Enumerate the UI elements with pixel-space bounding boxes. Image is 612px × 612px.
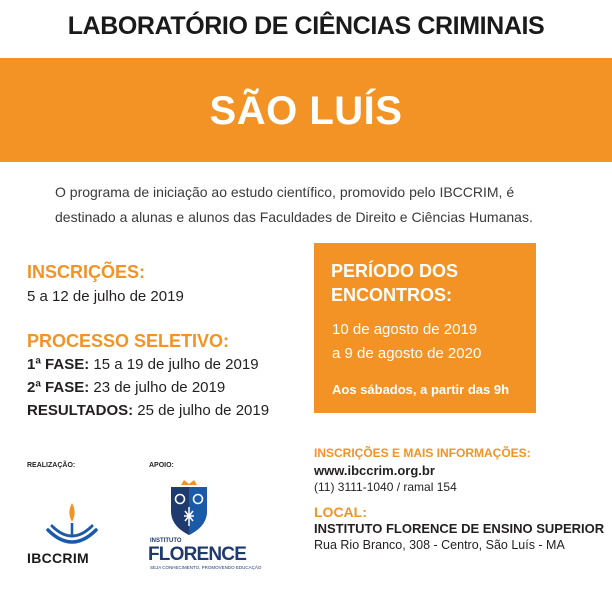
processo-item: [27, 356, 259, 373]
contato-heading: INSCRIÇÕES E MAIS INFORMAÇÕES:: [314, 446, 531, 460]
periodo-title: [331, 259, 531, 307]
processo-item-value: 23 de julho de 2019: [89, 379, 226, 396]
periodo-dates: [332, 318, 532, 366]
florence-name: FLORENCE: [148, 544, 247, 565]
intro-text: [55, 180, 575, 230]
intro-line-1: O programa de iniciação ao estudo científico, promovido pelo IBCCRIM, é: [55, 184, 515, 200]
realizacao-label: REALIZAÇÃO:: [27, 462, 76, 469]
apoio-label: APOIO:: [149, 462, 174, 469]
page-title: LABORATÓRIO DE CIÊNCIAS CRIMINAIS: [67, 12, 545, 40]
ibccrim-name: IBCCRIM: [27, 550, 89, 566]
banner-city: SÃO LUÍS: [209, 89, 403, 133]
local-address: Rua Rio Branco, 308 - Centro, São Luís - MA: [314, 538, 565, 552]
local-name: INSTITUTO FLORENCE DE ENSINO SUPERIOR: [314, 521, 605, 536]
processo-item: [27, 402, 269, 419]
periodo-note: Aos sábados, a partir das 9h: [332, 382, 510, 397]
periodo-date-line-2: a 9 de agosto de 2020: [332, 345, 482, 362]
contato-phone: (11) 3111-1040 / ramal 154: [314, 480, 457, 494]
inscricoes-heading: INSCRIÇÕES:: [27, 262, 146, 282]
periodo-date-line-1: 10 de agosto de 2019: [332, 321, 478, 338]
florence-small: INSTITUTO: [150, 538, 182, 544]
processo-heading: PROCESSO SELETIVO:: [27, 331, 230, 351]
processo-item-value: 15 a 19 de julho de 2019: [89, 356, 259, 373]
processo-item: [27, 379, 225, 396]
florence-shield-icon: [168, 478, 210, 536]
inscricoes-dates: 5 a 12 de julho de 2019: [27, 288, 184, 305]
processo-item-label: 2ª FASE:: [27, 379, 90, 396]
processo-item-value: 25 de julho de 2019: [133, 402, 270, 419]
intro-line-2: destinado a alunas e alunos das Faculdades de Direito e Ciências Humanas.: [55, 209, 533, 225]
processo-item-label: 1ª FASE:: [27, 356, 90, 373]
local-heading: LOCAL:: [314, 504, 367, 520]
periodo-title-line-2: ENCONTROS:: [331, 285, 452, 305]
contato-url-link[interactable]: www.ibccrim.org.br: [314, 463, 435, 478]
florence-tagline: SEJA CONHECIMENTO, PROMOVENDO EDUCAÇÃO: [150, 565, 262, 570]
processo-item-label: RESULTADOS:: [27, 402, 134, 419]
ibccrim-logo-icon: [42, 500, 102, 550]
periodo-title-line-1: PERÍODO DOS: [331, 261, 459, 281]
